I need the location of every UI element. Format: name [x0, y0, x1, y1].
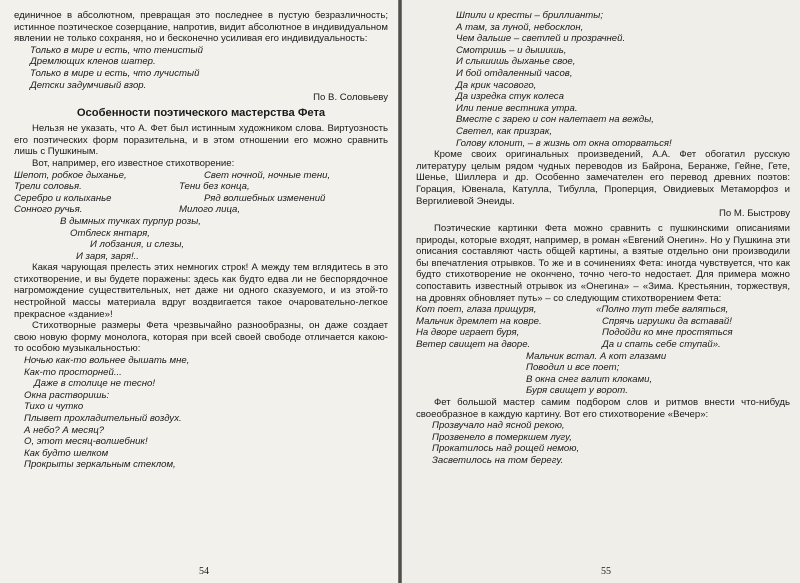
- poem-line: Шепот, робкое дыханье,: [14, 169, 127, 181]
- verse-line: Плывет прохладительный воздух.: [24, 413, 182, 424]
- verse-line: И лобзания, и слезы,: [90, 239, 185, 251]
- verse-line: Да изредка стук колеса: [456, 91, 564, 103]
- paragraph: Кроме своих оригинальных произведений, А.А. Фет обогатил русскую литературу целым рядом чудных переводов из Байрона, Беранже, Гейне, Гете, Шенье, Шиллера и др. Особенно замечателен его перевод древних поэтов: Горация, Ювенала, Катулла, Тибулла, Проперция, Овидиевых Метаморфоз и Вергилиевой Энеиды.: [416, 149, 790, 207]
- verse-line: Чем дальше – светлей и прозрачней.: [456, 33, 626, 45]
- verse-line: Засветилось на том берегу.: [432, 454, 564, 466]
- page-number: 55: [601, 566, 611, 577]
- poem-row: [14, 193, 388, 205]
- verse-line: Прозвенело в померкшем лугу,: [432, 431, 572, 443]
- poem-row: [416, 327, 790, 339]
- verse-line: Даже в столице не тесно!: [34, 378, 155, 390]
- poem-two-columns: [14, 170, 388, 216]
- paragraph: Стихотворные размеры Фета чрезвычайно разнообразны, он даже создает свою новую форму монолога, которая при всей своей свободе отличается какою-то особою музыкальностью:: [14, 320, 388, 355]
- verse-line: Как-то просторней...: [24, 366, 122, 378]
- poem-line: Серебро и колыханье: [14, 192, 112, 204]
- paragraph: Поэтические картинки Фета можно сравнить с пушкинскими описаниями природы, которые входят, например, в роман «Евгений Онегин». Но у Пушкина эти описания составляют часть общей картины, а взятые отдельно они производили бы впечатления отрывков. То же и в сочинениях Фета: иногда чувствуется, что как будто стихотворение не окончено, точно чего-то недостает. Для примера можно сопоставить известный отрывок из «Онегина» – «Зима. Крестьянин, торжествуя, на дровнях обновляет путь» – со следующим стихотворением Фета:: [416, 223, 790, 304]
- verse-line: Мальчик встал. А кот глазами: [526, 350, 667, 362]
- section-heading: Особенности поэтического мастерства Фета: [76, 107, 326, 120]
- verse-evening: [416, 420, 790, 466]
- verse-line: Голову клонит, – в жизнь от окна оторваться!: [456, 137, 672, 149]
- verse-line: Буря свищет у ворот.: [526, 385, 628, 397]
- attribution: По М. Быстрову: [719, 208, 790, 220]
- poem-row: [14, 204, 388, 216]
- verse-line: В окна снег валит клоками,: [526, 373, 653, 385]
- intro-text: единичное в абсолютном, превращая это последнее в пустую безразличность; истинное поэтическое созерцание, напротив, видит абсолютное в индивидуальном явлении не только сохраняя, но и бесконечно усиливая его индивидуальность:: [14, 10, 388, 45]
- poem-line: Мальчик дремлет на ковре.: [416, 315, 542, 327]
- poem-line: Сонного ручья.: [14, 204, 83, 216]
- verse-line: Как будто шелком: [24, 447, 109, 459]
- verse-continuation: [416, 10, 790, 149]
- poem-line: Свет ночной, ночные тени,: [204, 169, 331, 181]
- verse-line: Дремлющих кленов шатер.: [30, 56, 156, 68]
- verse-line: Или пение вестника утра.: [456, 102, 578, 114]
- verse-line: Только в мире и есть, что лучистый: [30, 67, 200, 79]
- verse-line: Тихо и чутко: [24, 401, 84, 413]
- right-page: [402, 0, 800, 583]
- verse-line: А там, за луной, небосклон,: [456, 21, 584, 33]
- poem-tail: [416, 351, 790, 397]
- paragraph: Какая чарующая прелесть этих немногих строк! А между тем вглядитесь в это стихотворение, и вы будете поражены: здесь как будто едва ли не беспорядочное нагромождение существительных, нет даже ни одного сказуемого, и из этой-то нестройной массы материала вдруг воздвигается такое очаровательно-легкое прекрасное «здание»!: [14, 262, 388, 320]
- verse-line: А небо? А месяц?: [24, 424, 105, 436]
- verse-line: И заря, заря!..: [76, 250, 139, 262]
- left-page: [0, 0, 398, 583]
- paragraph: Вот, например, его известное стихотворение:: [32, 157, 235, 169]
- verse-2: [14, 355, 388, 471]
- verse-line: В дымных тучках пурпур розы,: [60, 215, 201, 227]
- verse-line: Да крик часового,: [456, 79, 537, 91]
- poem-two-columns: [416, 304, 790, 350]
- poem-line: Милого лица,: [179, 204, 241, 216]
- verse-line: Прокрыты зеркальным стеклом,: [24, 459, 176, 471]
- verse-line: Светел, как призрак,: [456, 125, 553, 137]
- poem-row: [416, 316, 790, 328]
- poem-line: Тени без конца,: [179, 181, 250, 193]
- poem-row: [14, 181, 388, 193]
- paragraph: Нельзя не указать, что А. Фет был истинным художником слова. Виртуозность его поэтических форм поразительна, и в этом отношении его можно сравнить лишь с Пушкиным.: [14, 123, 388, 158]
- poem-line: Ряд волшебных изменений: [204, 192, 326, 204]
- paragraph: Фет большой мастер самим подбором слов и ритмов внести что-нибудь своеобразное в каждую картину. Вот его стихотворение «Вечер»:: [416, 397, 790, 420]
- poem-line: На дворе играет буря,: [416, 327, 520, 339]
- verse-line: И слышишь дыханье свое,: [456, 56, 576, 68]
- poem-tail: [14, 216, 388, 262]
- poem-line: «Полно тут тебе валяться,: [596, 304, 729, 316]
- attribution: По В. Соловьеву: [313, 92, 388, 104]
- verse-line: Прокатилось над рощей немою,: [432, 443, 580, 455]
- verse-line: Вместе с зарею и сон налетает на вежды,: [456, 114, 654, 126]
- poem-line: Ветер свищет на дворе.: [416, 339, 531, 351]
- poem-line: Да и спать себе ступай».: [602, 339, 721, 351]
- poem-row: [416, 339, 790, 351]
- poem-line: Подойди ко мне простяться: [602, 327, 733, 339]
- verse-line: О, этот месяц-волшебник!: [24, 436, 148, 448]
- verse-line: Ночью как-то вольнее дышать мне,: [24, 355, 190, 367]
- verse-line: И бой отдаленный часов,: [456, 67, 573, 79]
- verse-line: Шпили и кресты – бриллианты;: [456, 10, 604, 21]
- verse-1: [14, 45, 388, 91]
- verse-line: Поводил и все поет;: [526, 362, 620, 374]
- verse-line: Детски задумчивый взор.: [30, 79, 147, 91]
- poem-row: [416, 304, 790, 316]
- verse-line: Прозвучало над ясной рекою,: [432, 420, 565, 432]
- page-number: 54: [199, 566, 209, 577]
- poem-row: [14, 170, 388, 182]
- poem-line: Трели соловья.: [14, 181, 82, 193]
- verse-line: Окна растворишь:: [24, 389, 110, 401]
- poem-line: Спрячь игрушки да вставай!: [602, 315, 732, 327]
- verse-line: Отблеск янтаря,: [70, 227, 150, 239]
- verse-line: Смотришь – и дышишь,: [456, 44, 567, 56]
- verse-line: Только в мире и есть, что тенистый: [30, 44, 203, 56]
- poem-line: Кот поет, глаза прищуря,: [416, 304, 537, 316]
